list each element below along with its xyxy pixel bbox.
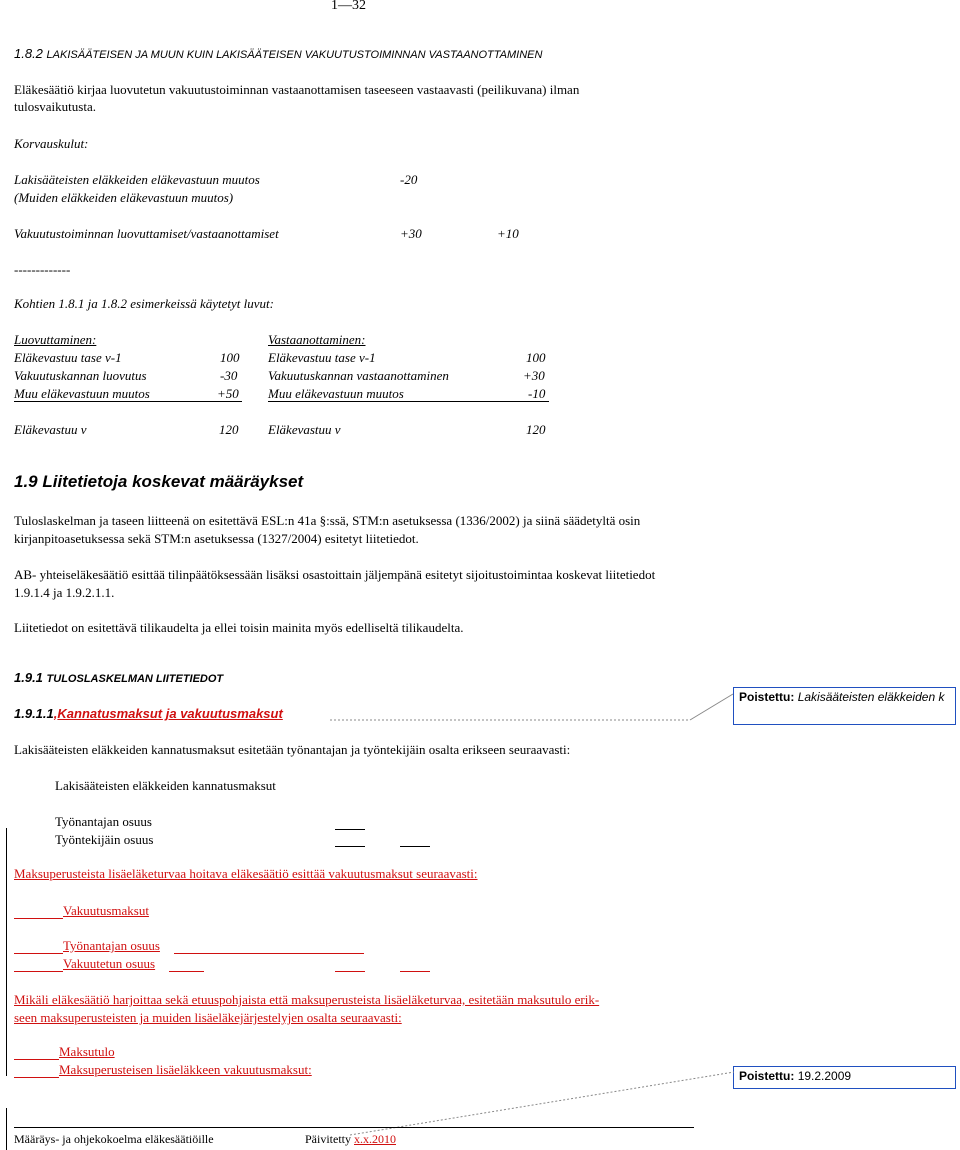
dashes: ------------- xyxy=(14,262,71,277)
red-blank-line xyxy=(174,953,364,954)
blank-line xyxy=(335,829,365,830)
red-blank-line xyxy=(400,971,430,972)
red-blank-line xyxy=(14,1077,59,1078)
left-sum-line xyxy=(14,401,242,402)
vak-value-2: +10 xyxy=(497,226,519,241)
section-title: TULOSLASKELMAN LIITETIEDOT xyxy=(46,673,224,685)
comment-label: Poistettu: xyxy=(739,1069,795,1083)
laki-label: Lakisääteisten eläkkeiden eläkevastuun muutos xyxy=(14,172,260,187)
footer-updated-label: Päivitetty xyxy=(305,1132,354,1146)
left-row-value: +50 xyxy=(217,386,239,401)
section-title-b: ja vakuutusmaksut xyxy=(162,706,283,721)
red-paragraph: Maksuperusteista lisäeläketurvaa hoitava eläkesäätiö esittää vakuutusmaksut seuraavasti: xyxy=(14,866,478,881)
change-bar xyxy=(6,828,7,1076)
left-total-label: Eläkevastuu v xyxy=(14,422,87,437)
vak-label: Vakuutustoiminnan luovuttamiset/vastaanottamiset xyxy=(14,226,279,241)
red-blank-line xyxy=(14,971,63,972)
section-heading-1-9-1 xyxy=(14,670,223,685)
korvauskulut-label: Korvauskulut: xyxy=(14,136,89,151)
right-row-label: Muu eläkevastuun muutos xyxy=(268,386,404,401)
page-number: 1—32 xyxy=(331,0,366,13)
left-row-value: 100 xyxy=(220,350,240,365)
red-paragraph: Mikäli eläkesäätiö harjoittaa sekä etuuspohjaista että maksuperusteista lisäeläketurvaa, esitetään maksutulo erik- xyxy=(14,992,600,1007)
paragraph-line: Eläkesäätiö kirjaa luovutetun vakuutustoiminnan vastaanottamisen taseeseen vastaavasti (peilikuvana) ilman xyxy=(14,82,580,97)
footer-rule xyxy=(14,1127,694,1128)
tyontekijain-label: Työntekijäin osuus xyxy=(55,832,154,847)
deletion-comment[interactable] xyxy=(733,687,956,725)
comment-text: 19.2.2009 xyxy=(797,1069,852,1083)
red-paragraph: seen maksuperusteisten ja muiden lisäeläkejärjestelyjen osalta seuraavasti: xyxy=(14,1010,402,1025)
laki-value: -20 xyxy=(400,172,418,187)
footer-updated xyxy=(305,1132,396,1147)
left-row-value: -30 xyxy=(220,368,238,383)
red-blank-line xyxy=(169,971,204,972)
paragraph: Liitetiedot on esitettävä tilikaudelta ja ellei toisin mainita myös edelliseltä tilikaudelta. xyxy=(14,620,464,635)
right-total-label: Eläkevastuu v xyxy=(268,422,341,437)
red-blank-line xyxy=(14,1059,59,1060)
comment-connector xyxy=(330,688,740,728)
right-row-label: Eläkevastuu tase v-1 xyxy=(268,350,376,365)
section-number: 1.9.1 xyxy=(14,670,43,685)
vakuutusmaksut-label: Vakuutusmaksut xyxy=(63,903,149,918)
blank-line xyxy=(400,846,430,847)
luovuttaminen-header: Luovuttaminen: xyxy=(14,332,97,347)
red-blank-line xyxy=(14,953,63,954)
section-title: LAKISÄÄTEISEN JA MUUN KUIN LAKISÄÄTEISEN VAKUUTUSTOIMINNAN VASTAANOTTAMINEN xyxy=(46,49,543,61)
paragraph: Lakisääteisten eläkkeiden kannatusmaksut esitetään työnantajan ja työntekijäin osalta erikseen seuraavasti: xyxy=(14,742,571,757)
right-sum-line xyxy=(268,401,549,402)
kohtien-label: Kohtien 1.8.1 ja 1.8.2 esimerkeissä käytetyt luvut: xyxy=(14,296,274,311)
left-row-label: Muu eläkevastuun muutos xyxy=(14,386,150,401)
left-row-label: Vakuutuskannan luovutus xyxy=(14,368,147,383)
tyonantajan-osuus-label: Työnantajan osuus xyxy=(63,938,160,953)
section-title-a: Kannatusmaksut xyxy=(57,706,163,721)
paragraph: Tuloslaskelman ja taseen liitteenä on esitettävä ESL:n 41a §:ssä, STM:n asetuksessa (1336/2002) ja siinä säädetyltä osin kirjanpitoasetuksessa sekä STM:n asetuksessa (1327/2004) esitetyt liitetiedot. xyxy=(14,513,641,546)
right-row-label: Vakuutuskannan vastaanottaminen xyxy=(268,368,449,383)
right-total-value: 120 xyxy=(526,422,546,437)
deletion-comment[interactable] xyxy=(733,1066,956,1089)
section-number: 1.8.2 xyxy=(14,46,43,61)
maksutulo-label: Maksutulo xyxy=(59,1044,115,1059)
section-heading-1-8-2 xyxy=(14,46,542,61)
comment-text: Lakisääteisten eläkkeiden k xyxy=(797,690,945,704)
paragraph-line: tulosvaikutusta. xyxy=(14,99,96,114)
table-title: Lakisääteisten eläkkeiden kannatusmaksut xyxy=(55,778,276,793)
muiden-label: (Muiden eläkkeiden eläkevastuun muutos) xyxy=(14,190,234,205)
section-number: 1.9.1.1 xyxy=(14,706,54,721)
vak-value-1: +30 xyxy=(400,226,422,241)
vakuutetun-osuus-label: Vakuutetun osuus xyxy=(63,956,156,971)
change-bar xyxy=(6,1108,7,1150)
blank-line xyxy=(335,846,365,847)
maksuperusteisen-label: Maksuperusteisen lisäeläkkeen vakuutusmaksut: xyxy=(59,1062,312,1077)
left-row-label: Eläkevastuu tase v-1 xyxy=(14,350,122,365)
left-total-value: 120 xyxy=(219,422,239,437)
vastaanottaminen-header: Vastaanottaminen: xyxy=(268,332,366,347)
paragraph: AB- yhteiseläkesäätiö esittää tilinpäätöksessään lisäksi osastoittain jäljempänä esitetyt sijoitustoimintaa koskevat liitetiedot 1.9.1.4 ja 1.9.2.1.1. xyxy=(14,567,656,600)
footer-title: Määräys- ja ohjekokoelma eläkesäätiöille xyxy=(14,1132,214,1146)
right-row-value: 100 xyxy=(526,350,546,365)
section-heading-1-9-1-1: 1.9.1.1,Kannatusmaksut ja vakuutusmaksut xyxy=(14,706,283,721)
comment-label: Poistettu: xyxy=(739,690,795,704)
right-row-value: +30 xyxy=(523,368,545,383)
comment-connector xyxy=(350,1070,734,1140)
footer-date: x.x.2010 xyxy=(354,1132,396,1146)
section-heading-1-9: 1.9 Liitetietoja koskevat määräykset xyxy=(14,472,304,491)
right-row-value: -10 xyxy=(528,386,546,401)
red-blank-line xyxy=(14,918,63,919)
tyonantajan-label: Työnantajan osuus xyxy=(55,814,152,829)
red-blank-line xyxy=(335,971,365,972)
